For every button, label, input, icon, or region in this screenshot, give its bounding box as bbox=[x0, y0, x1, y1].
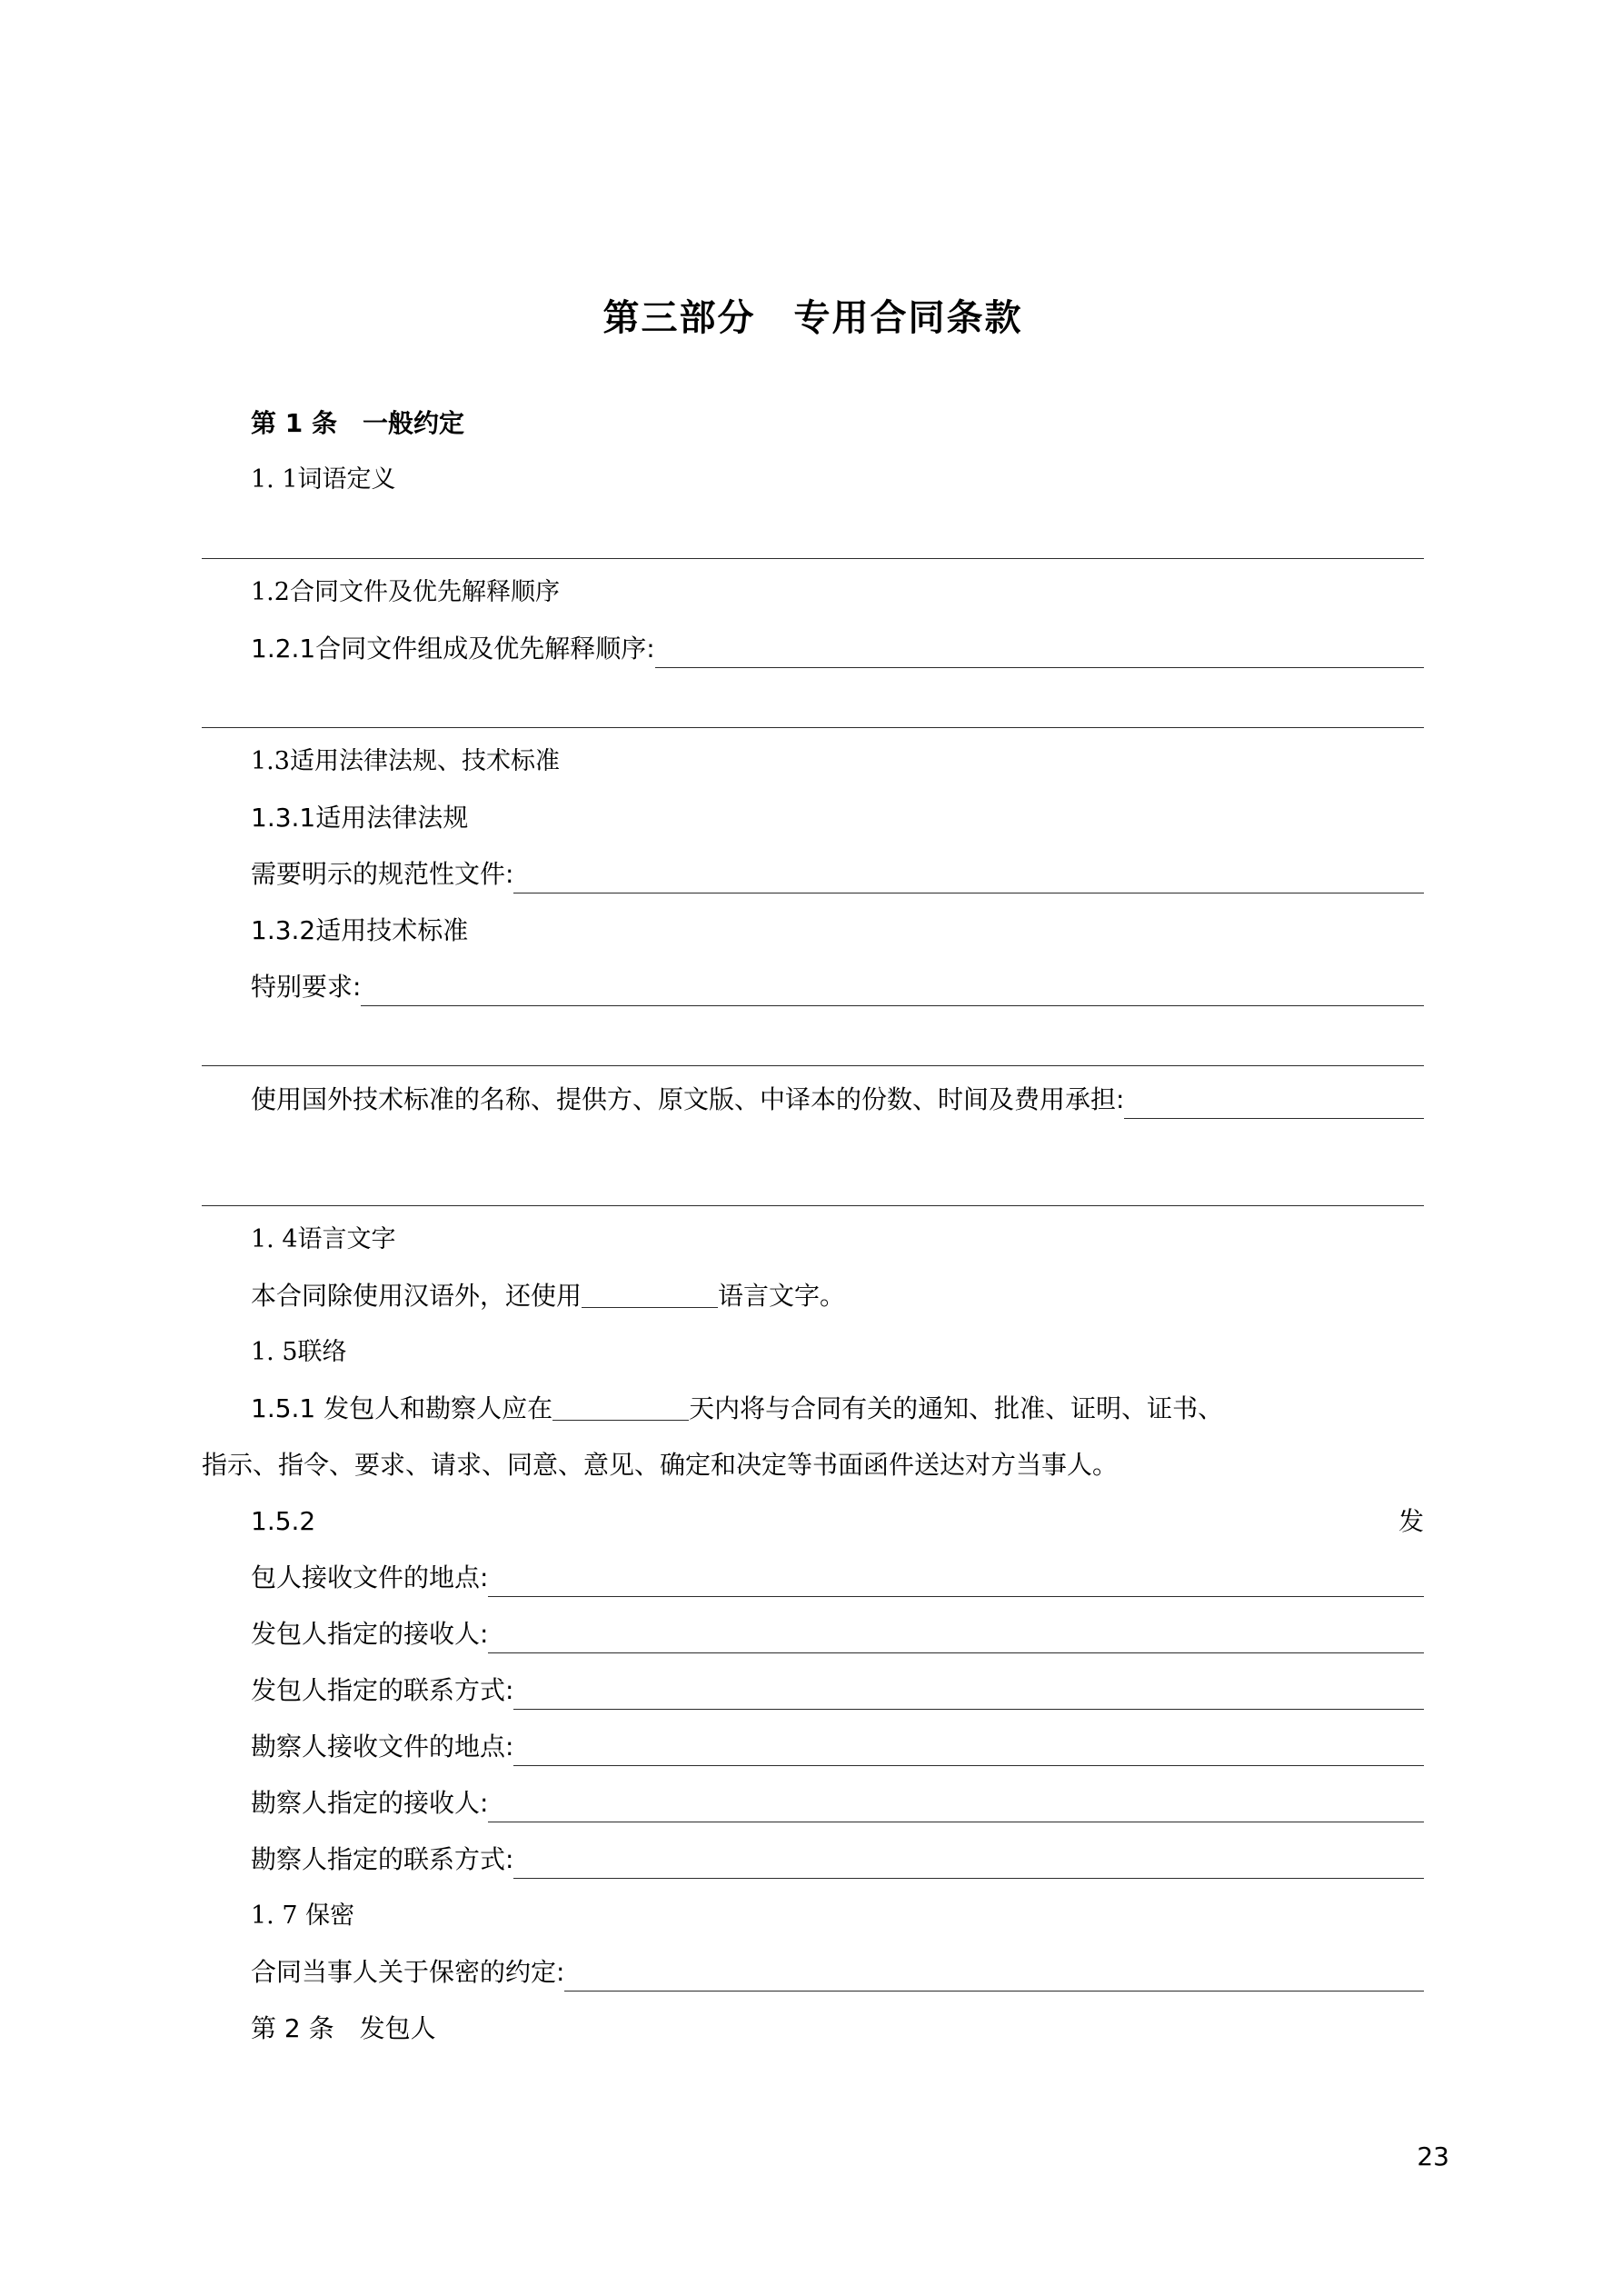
notice-days-input[interactable] bbox=[552, 1396, 689, 1421]
field-employer-receiver[interactable] bbox=[202, 1606, 1424, 1662]
field-employer-receive-place-label: 包人接收文件的地点: bbox=[251, 1562, 489, 1592]
clause-1-7: 1. 7 保密 bbox=[251, 1902, 355, 1930]
field-employer-contact[interactable] bbox=[202, 1662, 1424, 1719]
language-input[interactable] bbox=[582, 1283, 718, 1308]
blank-rule-1[interactable] bbox=[202, 508, 1424, 564]
clause-1-4-suffix: 语言文字。 bbox=[718, 1281, 846, 1311]
clause-1-5-1-prefix: 1.5.1 发包人和勘察人应在 bbox=[251, 1393, 553, 1423]
field-employer-contact-label: 发包人指定的联系方式: bbox=[251, 1675, 514, 1705]
field-1-3-1-label: 需要明示的规范性文件: bbox=[251, 859, 514, 889]
field-surveyor-receive-place-input[interactable] bbox=[513, 1765, 1424, 1766]
field-foreign-standard-input[interactable] bbox=[1124, 1118, 1424, 1119]
clause-1-4-language bbox=[202, 1268, 1424, 1324]
field-surveyor-receiver[interactable] bbox=[202, 1775, 1424, 1832]
field-employer-receiver-input[interactable] bbox=[488, 1652, 1424, 1653]
clause-1-3: 1.3适用法律法规、技术标准 bbox=[251, 747, 560, 775]
field-1-2-1-input[interactable] bbox=[655, 667, 1424, 668]
document-body bbox=[202, 289, 1424, 2057]
field-1-3-2-label: 特别要求: bbox=[251, 972, 362, 1002]
field-confidentiality[interactable] bbox=[202, 1944, 1424, 2001]
field-surveyor-contact-input[interactable] bbox=[513, 1878, 1424, 1879]
heading-article-2: 第 2 条 发包人 bbox=[251, 2013, 436, 2043]
field-employer-receive-place[interactable] bbox=[202, 1550, 1424, 1606]
blank-rule-2[interactable] bbox=[202, 677, 1424, 734]
clause-1-5-2-number: 1.5.2 bbox=[251, 1506, 316, 1536]
clause-1-4-prefix: 本合同除使用汉语外，还使用 bbox=[251, 1281, 582, 1311]
field-1-2-1-label: 1.2.1合同文件组成及优先解释顺序: bbox=[251, 634, 655, 664]
clause-1-5-2-trailing-char: 发 bbox=[1398, 1506, 1424, 1536]
clause-1-5-1-suffix: 天内将与合同有关的通知、批准、证明、证书、 bbox=[689, 1393, 1224, 1423]
field-employer-contact-input[interactable] bbox=[513, 1709, 1424, 1710]
field-surveyor-receive-place-label: 勘察人接收文件的地点: bbox=[251, 1732, 514, 1762]
clause-1-4: 1. 4语言文字 bbox=[251, 1225, 396, 1253]
field-1-3-1-normative-docs[interactable] bbox=[202, 846, 1424, 903]
field-employer-receiver-label: 发包人指定的接收人: bbox=[251, 1619, 489, 1649]
field-1-2-1[interactable] bbox=[202, 621, 1424, 677]
page-title: 第三部分 专用合同条款 bbox=[602, 297, 1023, 339]
clause-1-2: 1.2合同文件及优先解释顺序 bbox=[251, 578, 560, 606]
field-1-3-2-input[interactable] bbox=[361, 1005, 1424, 1006]
field-surveyor-contact[interactable] bbox=[202, 1832, 1424, 1888]
clause-1-1: 1. 1词语定义 bbox=[251, 465, 396, 494]
field-surveyor-contact-label: 勘察人指定的联系方式: bbox=[251, 1844, 514, 1874]
field-employer-receive-place-input[interactable] bbox=[488, 1596, 1424, 1597]
field-surveyor-receiver-label: 勘察人指定的接收人: bbox=[251, 1788, 489, 1818]
field-surveyor-receive-place[interactable] bbox=[202, 1719, 1424, 1775]
clause-1-5-1 bbox=[202, 1381, 1424, 1493]
clause-1-5-1-continuation: 指示、指令、要求、请求、同意、意见、确定和决定等书面函件送达对方当事人。 bbox=[202, 1450, 1119, 1480]
clause-1-3-2: 1.3.2适用技术标准 bbox=[251, 915, 469, 945]
field-confidentiality-label: 合同当事人关于保密的约定: bbox=[251, 1957, 565, 1987]
field-foreign-standard[interactable] bbox=[202, 1072, 1424, 1128]
field-confidentiality-input[interactable] bbox=[564, 1991, 1424, 1992]
blank-rule-3[interactable] bbox=[202, 1015, 1424, 1072]
heading-article-1: 第 1 条 一般约定 bbox=[251, 408, 464, 438]
field-1-3-2-special[interactable] bbox=[202, 959, 1424, 1015]
field-foreign-standard-label: 使用国外技术标准的名称、提供方、原文版、中译本的份数、时间及费用承担: bbox=[251, 1084, 1125, 1114]
clause-1-3-1: 1.3.1适用法律法规 bbox=[251, 803, 469, 833]
clause-1-5-2 bbox=[202, 1493, 1424, 1550]
page-number: 23 bbox=[1417, 2141, 1449, 2171]
clause-1-5: 1. 5联络 bbox=[251, 1338, 347, 1366]
blank-rule-4[interactable] bbox=[202, 1155, 1424, 1212]
